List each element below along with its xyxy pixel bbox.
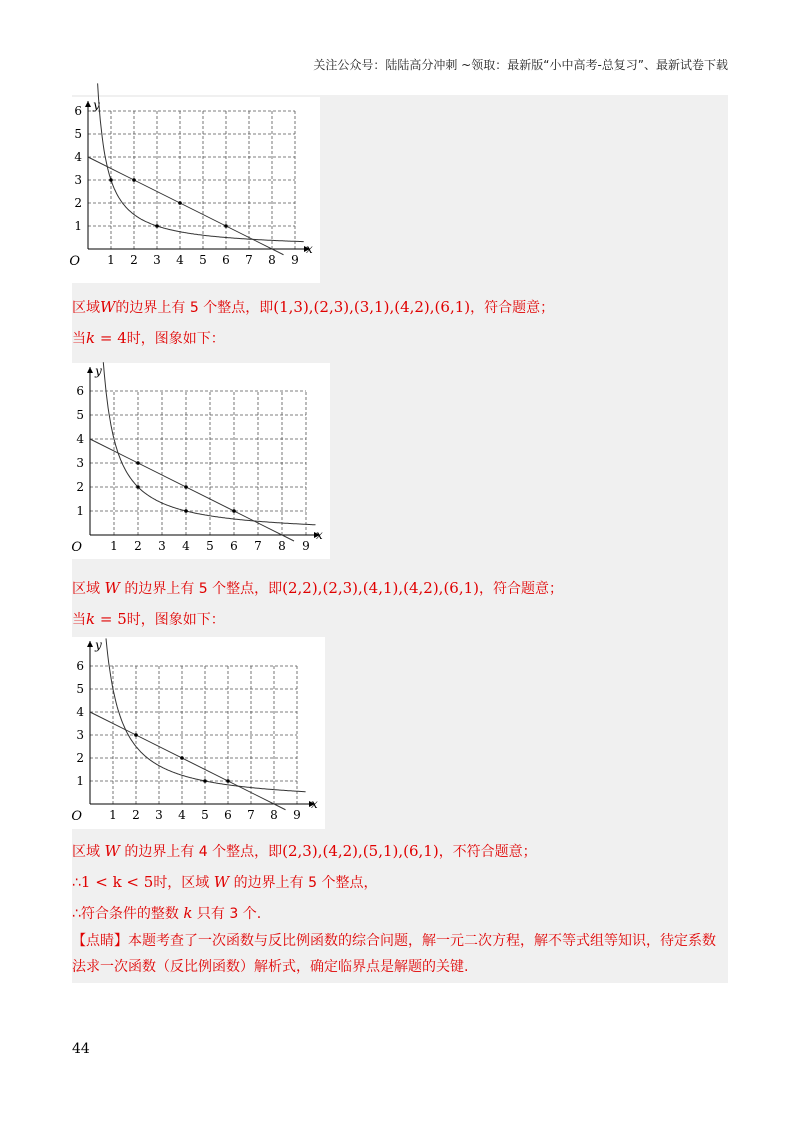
inverse-function-curve — [98, 83, 304, 241]
x-tick-label: 8 — [278, 539, 286, 553]
y-tick-label: 1 — [76, 504, 84, 518]
lattice-point — [134, 733, 138, 737]
x-tick-label: 7 — [245, 253, 253, 267]
inverse-function-curve — [103, 362, 315, 525]
lattice-point — [132, 178, 136, 182]
text-line-1: 区域W的边界上有 5 个整点，即(1,3),(2,3),(3,1),(4,2),(6,1)，符合题意； — [72, 298, 555, 316]
graph-k5 — [72, 637, 325, 829]
x-tick-label: 2 — [130, 253, 138, 267]
x-tick-label: 5 — [206, 539, 214, 553]
lattice-point — [232, 509, 236, 513]
text-line-4: 当k = 5时，图象如下： — [72, 610, 225, 628]
y-tick-label: 1 — [76, 774, 84, 788]
y-tick-label: 4 — [76, 705, 84, 719]
y-axis-arrow — [87, 367, 93, 373]
x-tick-label: 3 — [155, 808, 163, 822]
y-tick-label: 6 — [76, 384, 84, 398]
y-tick-label: 4 — [74, 150, 82, 164]
y-tick-label: 3 — [76, 456, 84, 470]
lattice-point — [184, 485, 188, 489]
page-number: 44 — [72, 1041, 90, 1057]
x-tick-label: 8 — [270, 808, 278, 822]
graph-k3-svg — [69, 97, 320, 283]
lattice-point — [203, 779, 207, 783]
x-tick-label: 9 — [291, 253, 299, 267]
x-tick-label: 3 — [158, 539, 166, 553]
y-tick-label: 5 — [76, 682, 84, 696]
lattice-point — [136, 461, 140, 465]
x-axis-label: x — [311, 797, 318, 811]
x-tick-label: 8 — [268, 253, 276, 267]
linear-function-line — [90, 712, 286, 810]
x-tick-label: 5 — [199, 253, 207, 267]
x-tick-label: 5 — [201, 808, 209, 822]
x-tick-label: 2 — [132, 808, 140, 822]
lattice-point — [226, 779, 230, 783]
y-tick-label: 2 — [74, 196, 82, 210]
x-tick-label: 4 — [178, 808, 186, 822]
x-tick-label: 9 — [293, 808, 301, 822]
x-tick-label: 7 — [247, 808, 255, 822]
page-header: 关注公众号：陆陆高分冲刺 ~领取：最新版“小中高考-总复习”、最新试卷下载 — [313, 58, 728, 72]
x-tick-label: 4 — [182, 539, 190, 553]
y-tick-label: 3 — [76, 728, 84, 742]
text-line-2: 当k = 4时，图象如下： — [72, 329, 225, 347]
text-line-3: 区域 W 的边界上有 5 个整点，即(2,2),(2,3),(4,1),(4,2),(6,1)，符合题意； — [72, 579, 564, 597]
text-line-7: ∴符合条件的整数 k 只有 3 个. — [72, 904, 262, 922]
y-tick-label: 5 — [74, 127, 82, 141]
x-axis-label: x — [316, 528, 323, 542]
origin-label: O — [69, 254, 80, 269]
y-tick-label: 1 — [74, 219, 82, 233]
y-axis-label: y — [93, 98, 100, 112]
linear-function-line — [88, 157, 284, 255]
text-line-5: 区域 W 的边界上有 4 个整点，即(2,3),(4,2),(5,1),(6,1)，不符合题意； — [72, 842, 537, 860]
x-tick-label: 4 — [176, 253, 184, 267]
x-tick-label: 6 — [224, 808, 232, 822]
origin-label: O — [71, 809, 82, 824]
lattice-point — [178, 201, 182, 205]
graph-k4-svg — [72, 363, 330, 559]
linear-function-line — [90, 439, 294, 541]
x-tick-label: 1 — [109, 808, 117, 822]
x-axis-label: x — [306, 242, 313, 256]
lattice-point — [184, 509, 188, 513]
x-tick-label: 9 — [302, 539, 310, 553]
lattice-point — [109, 178, 113, 182]
lattice-point — [224, 224, 228, 228]
y-tick-label: 2 — [76, 751, 84, 765]
y-tick-label: 2 — [76, 480, 84, 494]
graph-k3 — [69, 97, 320, 283]
x-tick-label: 1 — [110, 539, 118, 553]
lattice-point — [155, 224, 159, 228]
x-tick-label: 2 — [134, 539, 142, 553]
y-tick-label: 4 — [76, 432, 84, 446]
y-tick-label: 6 — [74, 104, 82, 118]
y-axis-label: y — [95, 638, 102, 652]
origin-label: O — [71, 540, 82, 555]
y-tick-label: 3 — [74, 173, 82, 187]
y-axis-arrow — [85, 101, 91, 107]
y-tick-label: 5 — [76, 408, 84, 422]
text-line-6: ∴1 < k < 5时，区域 W 的边界上有 5 个整点， — [72, 873, 378, 891]
x-tick-label: 7 — [254, 539, 262, 553]
graph-k4 — [72, 363, 330, 559]
text-line-8-note: 【点睛】本题考查了一次函数与反比例函数的综合问题，解一元二次方程，解不等式组等知识，待定系数法求一次函数（反比例函数）解析式，确定临界点是解题的关键. — [72, 933, 716, 975]
x-tick-label: 3 — [153, 253, 161, 267]
y-axis-arrow — [87, 641, 93, 647]
lattice-point — [180, 756, 184, 760]
x-tick-label: 6 — [222, 253, 230, 267]
graph-k5-svg — [72, 637, 325, 829]
x-tick-label: 1 — [107, 253, 115, 267]
y-tick-label: 6 — [76, 659, 84, 673]
x-tick-label: 6 — [230, 539, 238, 553]
y-axis-label: y — [95, 364, 102, 378]
lattice-point — [136, 485, 140, 489]
